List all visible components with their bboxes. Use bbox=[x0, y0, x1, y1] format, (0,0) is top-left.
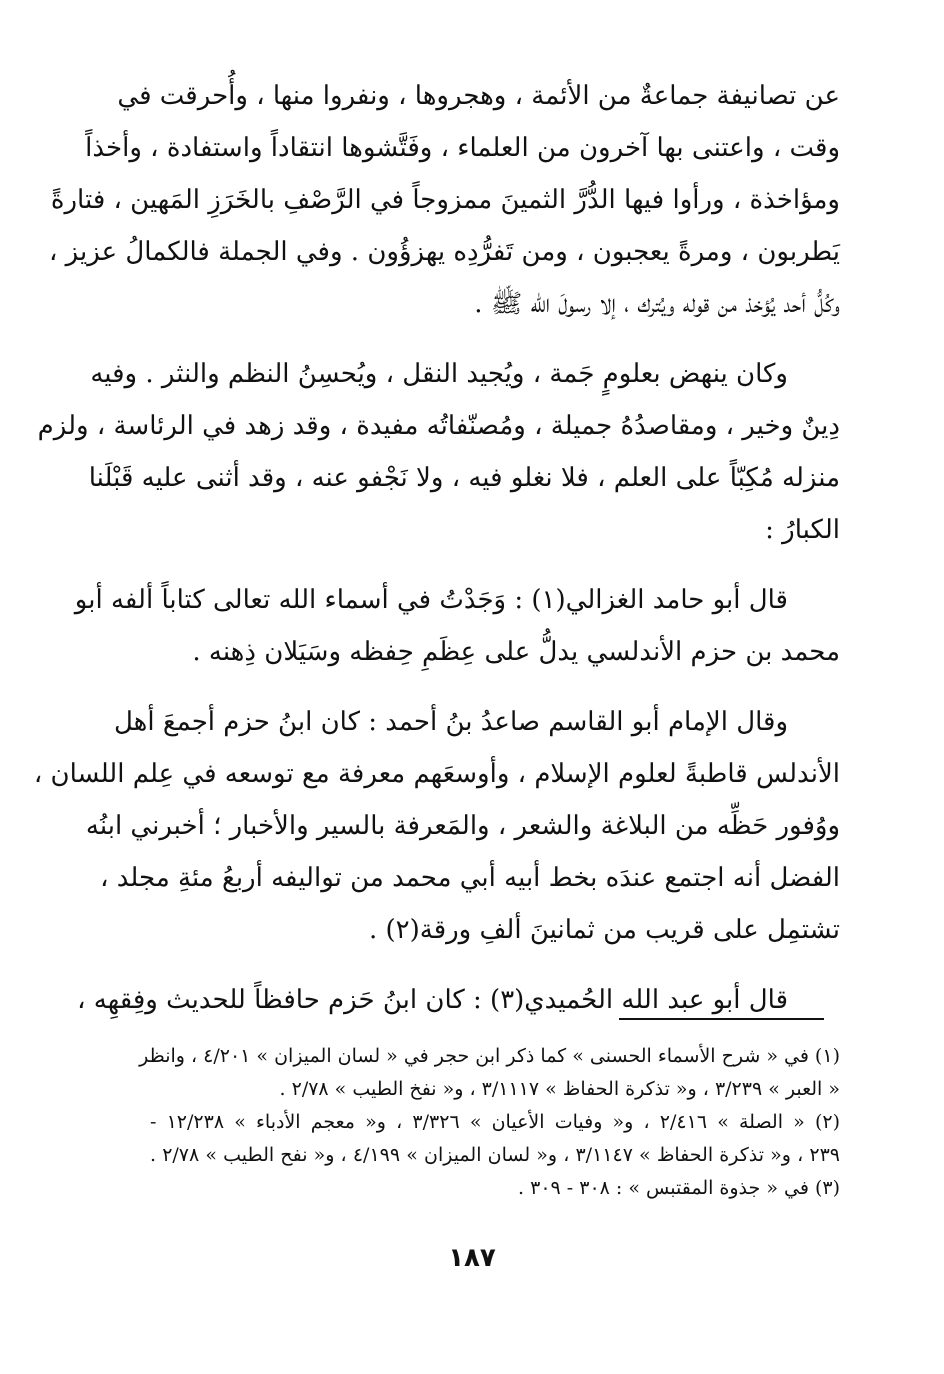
footnote-line: (٣) في « جذوة المقتبس » : ٣٠٨ - ٣٠٩ . bbox=[518, 1177, 840, 1199]
footnote-separator bbox=[619, 1018, 824, 1020]
paragraph-2 bbox=[37, 348, 840, 556]
text-line: ومؤاخذة ، ورأوا فيها الدُّرَّ الثمينَ ممزوجاً في الرَّصْفِ بالخَرَزِ المَهين ، فتارةً bbox=[50, 185, 840, 215]
text-line: قال أبو عبد الله الحُميدي(٣) : كان ابنُ حَزم حافظاً للحديث وفِقهِه ، bbox=[77, 985, 788, 1015]
text-line: منزله مُكِبّاً على العلم ، فلا نغلو فيه ، ولا نَجْفو عنه ، وقد أثنى عليه قَبْلَنا bbox=[88, 463, 840, 493]
footnote-line: « العبر » ٣/٢٣٩ ، و« تذكرة الحفاظ » ٣/١١١٧ ، و« نفخ الطيب » ٢/٧٨ . bbox=[279, 1078, 840, 1100]
text-line: يَطربون ، ومرةً يعجبون ، ومن تَفرُّدِه يهزؤُون . وفي الجملة فالكمالُ عزيز ، bbox=[49, 237, 840, 267]
text-line: وقال الإمام أبو القاسم صاعدُ بنُ أحمد : كان ابنُ حزم أجمعَ أهل bbox=[113, 707, 788, 737]
text-line: الفضل أنه اجتمع عندَه بخط أبيه أبي محمد من تواليفه أربعُ مئةِ مجلد ، bbox=[100, 863, 840, 893]
text-line: ووُفور حَظِّه من البلاغة والشعر ، والمَعرفة بالسير والأخبار ؛ أخبرني ابنُه bbox=[85, 811, 840, 841]
paragraph-4 bbox=[33, 696, 840, 956]
paragraph-3 bbox=[74, 574, 840, 678]
text-line: تشتمِل على قريب من ثمانينَ ألفِ ورقة(٢) . bbox=[368, 915, 840, 945]
text-line: محمد بن حزم الأندلسي يدلُّ على عِظَمِ حِفظه وسَيَلان ذِهنه . bbox=[192, 637, 840, 667]
footnote-line: ٢٣٩ ، و« تذكرة الحفاظ » ٣/١١٤٧ ، و« لسان الميزان » ٤/١٩٩ ، و« نفح الطيب » ٢/٧٨ . bbox=[150, 1144, 840, 1166]
paragraph-1 bbox=[49, 70, 840, 330]
footnote-line: (٢) « الصلة » ٢/٤١٦ ، و« وفيات الأعيان » ٣/٣٢٦ ، و« معجم الأدباء » ١٢/٢٣٨ - bbox=[150, 1111, 841, 1133]
text-line: الكبارُ : bbox=[765, 515, 840, 545]
text-line: عن تصانيفة جماعةٌ من الأئمة ، وهجروها ، ونفروا منها ، وأُحرقت في bbox=[117, 81, 840, 111]
text-line: وقت ، واعتنى بها آخرون من العلماء ، وفَتَّشوها انتقاداً واستفادة ، وأخذاً bbox=[85, 133, 840, 163]
text-line: قال أبو حامد الغزالي(١) : وَجَدْتُ في أسماء الله تعالى كتاباً ألفه أبو bbox=[74, 585, 788, 615]
text-line: وكُلُّ أحد يُؤخذ من قوله ويُترك ، إلا رسولَ الله ﷺ . bbox=[474, 289, 840, 319]
page-number: ١٨٧ bbox=[448, 1243, 496, 1273]
text-line: دِينٌ وخير ، ومقاصدُهُ جميلة ، ومُصنّفاتُه مفيدة ، وقد زهد في الرئاسة ، ولزم bbox=[37, 411, 840, 441]
footnotes bbox=[139, 1040, 841, 1205]
text-line: الأندلس قاطبةً لعلوم الإسلام ، وأوسعَهم معرفة مع توسعه في عِلم اللسان ، bbox=[33, 759, 840, 789]
text-line: وكان ينهض بعلومٍ جَمة ، ويُجيد النقل ، ويُحسِنُ النظم والنثر . وفيه bbox=[90, 359, 788, 389]
footnote-line: (١) في « شرح الأسماء الحسنى » كما ذكر ابن حجر في « لسان الميزان » ٤/٢٠١ ، وانظر bbox=[139, 1045, 840, 1067]
main-text bbox=[33, 70, 840, 1044]
